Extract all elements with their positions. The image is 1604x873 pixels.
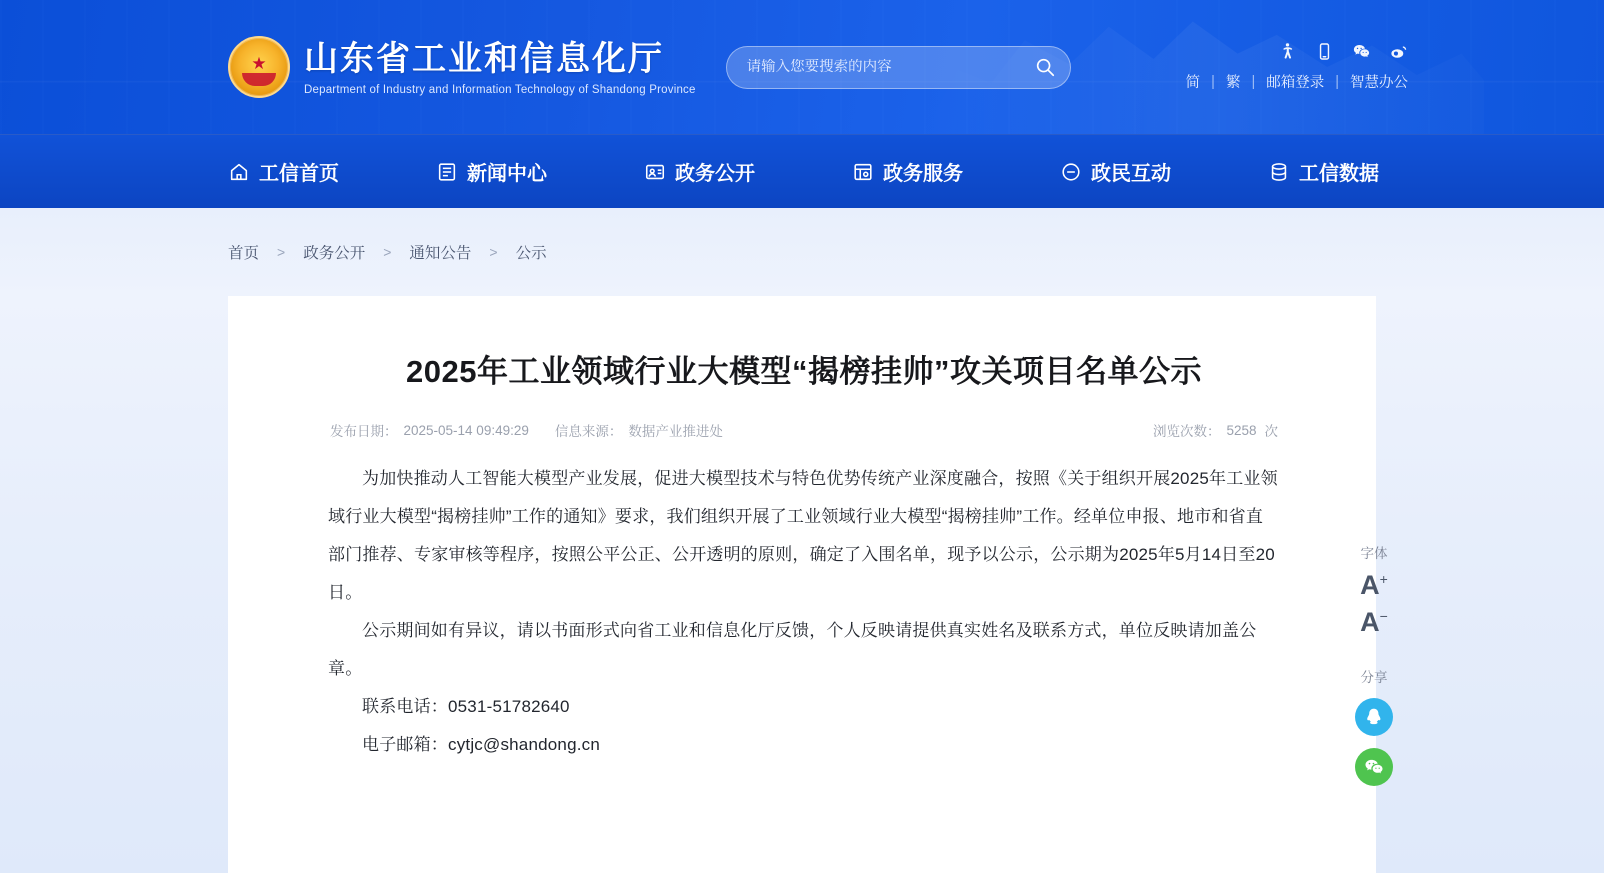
header-right-tools xyxy=(1186,42,1408,92)
breadcrumb-separator-1: > xyxy=(277,244,286,260)
link-separator-2: | xyxy=(1251,73,1256,90)
mobile-icon[interactable] xyxy=(1315,42,1334,61)
interaction-icon xyxy=(1060,161,1082,183)
nav-item-interaction-label: 政民互动 xyxy=(1091,163,1171,185)
national-emblem-icon xyxy=(228,36,290,98)
wechat-icon[interactable] xyxy=(1352,42,1371,61)
nav-item-data[interactable] xyxy=(1268,157,1379,186)
source-value: 数据产业推进处 xyxy=(628,424,723,439)
article-card xyxy=(228,296,1376,873)
accessibility-icon[interactable] xyxy=(1278,42,1297,61)
top-icon-group xyxy=(1278,42,1408,61)
breadcrumb-item-open-gov[interactable]: 政务公开 xyxy=(303,245,366,262)
site-title-en: Department of Industry and Information Technology of Shandong Province xyxy=(304,84,696,96)
share-label: 分享 xyxy=(1360,670,1388,685)
service-icon xyxy=(852,161,874,183)
breadcrumb-item-announcement[interactable]: 公示 xyxy=(515,245,547,262)
nav-item-news[interactable] xyxy=(436,157,547,186)
font-increase-letter: A xyxy=(1360,570,1380,600)
qq-penguin-glyph xyxy=(1363,706,1385,728)
source-label: 信息来源： xyxy=(554,424,623,439)
page-title: 2025年工业领域行业大模型“揭榜挂帅”攻关项目名单公示 xyxy=(406,354,1202,389)
page-body xyxy=(0,296,1604,873)
views-count: 5258 xyxy=(1226,422,1257,438)
font-increase-button[interactable] xyxy=(1360,572,1388,599)
emblem-star: ★ xyxy=(251,54,267,73)
article-tools xyxy=(1330,542,1418,786)
open-gov-icon xyxy=(644,161,666,183)
font-decrease-letter: A xyxy=(1360,607,1380,637)
link-separator-3: | xyxy=(1335,73,1339,90)
font-decrease-sign: − xyxy=(1379,608,1388,624)
views-unit: 次 xyxy=(1264,424,1278,439)
breadcrumb-band xyxy=(0,208,1604,296)
nav-item-interaction[interactable] xyxy=(1060,157,1171,186)
nav-item-news-label: 新闻中心 xyxy=(467,163,547,185)
views-label: 浏览次数： xyxy=(1152,424,1221,439)
publish-date-value: 2025-05-14 09:49:29 xyxy=(403,422,529,438)
font-decrease-button[interactable] xyxy=(1360,609,1388,636)
nav-item-open-gov-label: 政务公开 xyxy=(675,163,755,185)
wechat-glyph xyxy=(1363,756,1385,778)
home-icon xyxy=(228,161,250,183)
article-paragraph-1: 为加快推动人工智能大模型产业发展，促进大模型技术与特色优势传统产业深度融合，按照《关于组织开展2025年工业领域行业大模型“揭榜挂帅”工作的通知》要求，我们组织开展了工业领域行业大模型“揭榜挂帅”工作。经单位申报、地市和省直部门推荐、专家审核等程序，按照公平公正、公开透明的原则，确定了入围名单，现予以公示，公示期为2025年5月14日至20日。 xyxy=(328,469,1278,602)
site-title-cn: 山东省工业和信息化厅 xyxy=(304,40,664,78)
wechat-share-icon[interactable] xyxy=(1355,748,1393,786)
font-increase-sign: + xyxy=(1379,571,1388,587)
main-nav xyxy=(0,134,1604,208)
nav-item-service[interactable] xyxy=(852,157,963,186)
nav-item-home[interactable] xyxy=(228,157,339,186)
search-icon[interactable] xyxy=(1034,56,1056,78)
font-size-label: 字体 xyxy=(1360,546,1388,561)
qq-share-icon[interactable] xyxy=(1355,698,1393,736)
data-icon xyxy=(1268,161,1290,183)
site-logo[interactable] xyxy=(228,36,696,98)
publish-date-label: 发布日期： xyxy=(330,424,398,439)
nav-item-open-gov[interactable] xyxy=(644,157,755,186)
site-header xyxy=(0,0,1604,134)
lang-traditional-link[interactable]: 繁 xyxy=(1225,75,1241,91)
emblem-gear xyxy=(242,73,276,86)
news-icon xyxy=(436,161,458,183)
link-separator-1: | xyxy=(1211,73,1215,90)
smart-office-link[interactable]: 智慧办公 xyxy=(1350,75,1408,91)
weibo-icon[interactable] xyxy=(1389,42,1408,61)
nav-item-data-label: 工信数据 xyxy=(1299,163,1379,185)
search-input[interactable] xyxy=(747,59,1034,75)
lang-simplified-link[interactable]: 简 xyxy=(1185,75,1201,91)
search-box[interactable] xyxy=(726,46,1071,89)
mail-login-link[interactable]: 邮箱登录 xyxy=(1266,75,1325,91)
breadcrumb-item-home[interactable]: 首页 xyxy=(228,245,260,262)
breadcrumb-item-notices[interactable]: 通知公告 xyxy=(409,245,472,262)
contact-phone: 联系电话：0531-51782640 xyxy=(362,697,570,716)
article-body xyxy=(328,460,1280,764)
contact-email: 电子邮箱：cytjc@shandong.cn xyxy=(362,735,601,754)
nav-item-service-label: 政务服务 xyxy=(883,163,963,185)
article-meta xyxy=(328,420,1280,440)
nav-item-home-label: 工信首页 xyxy=(259,163,339,185)
top-link-group xyxy=(1186,71,1408,92)
breadcrumb-separator-2: > xyxy=(383,244,392,260)
article-paragraph-2: 公示期间如有异议，请以书面形式向省工业和信息化厅反馈，个人反映请提供真实姓名及联系方式，单位反映请加盖公章。 xyxy=(328,621,1257,678)
breadcrumb xyxy=(0,241,547,263)
breadcrumb-separator-3: > xyxy=(489,244,498,260)
